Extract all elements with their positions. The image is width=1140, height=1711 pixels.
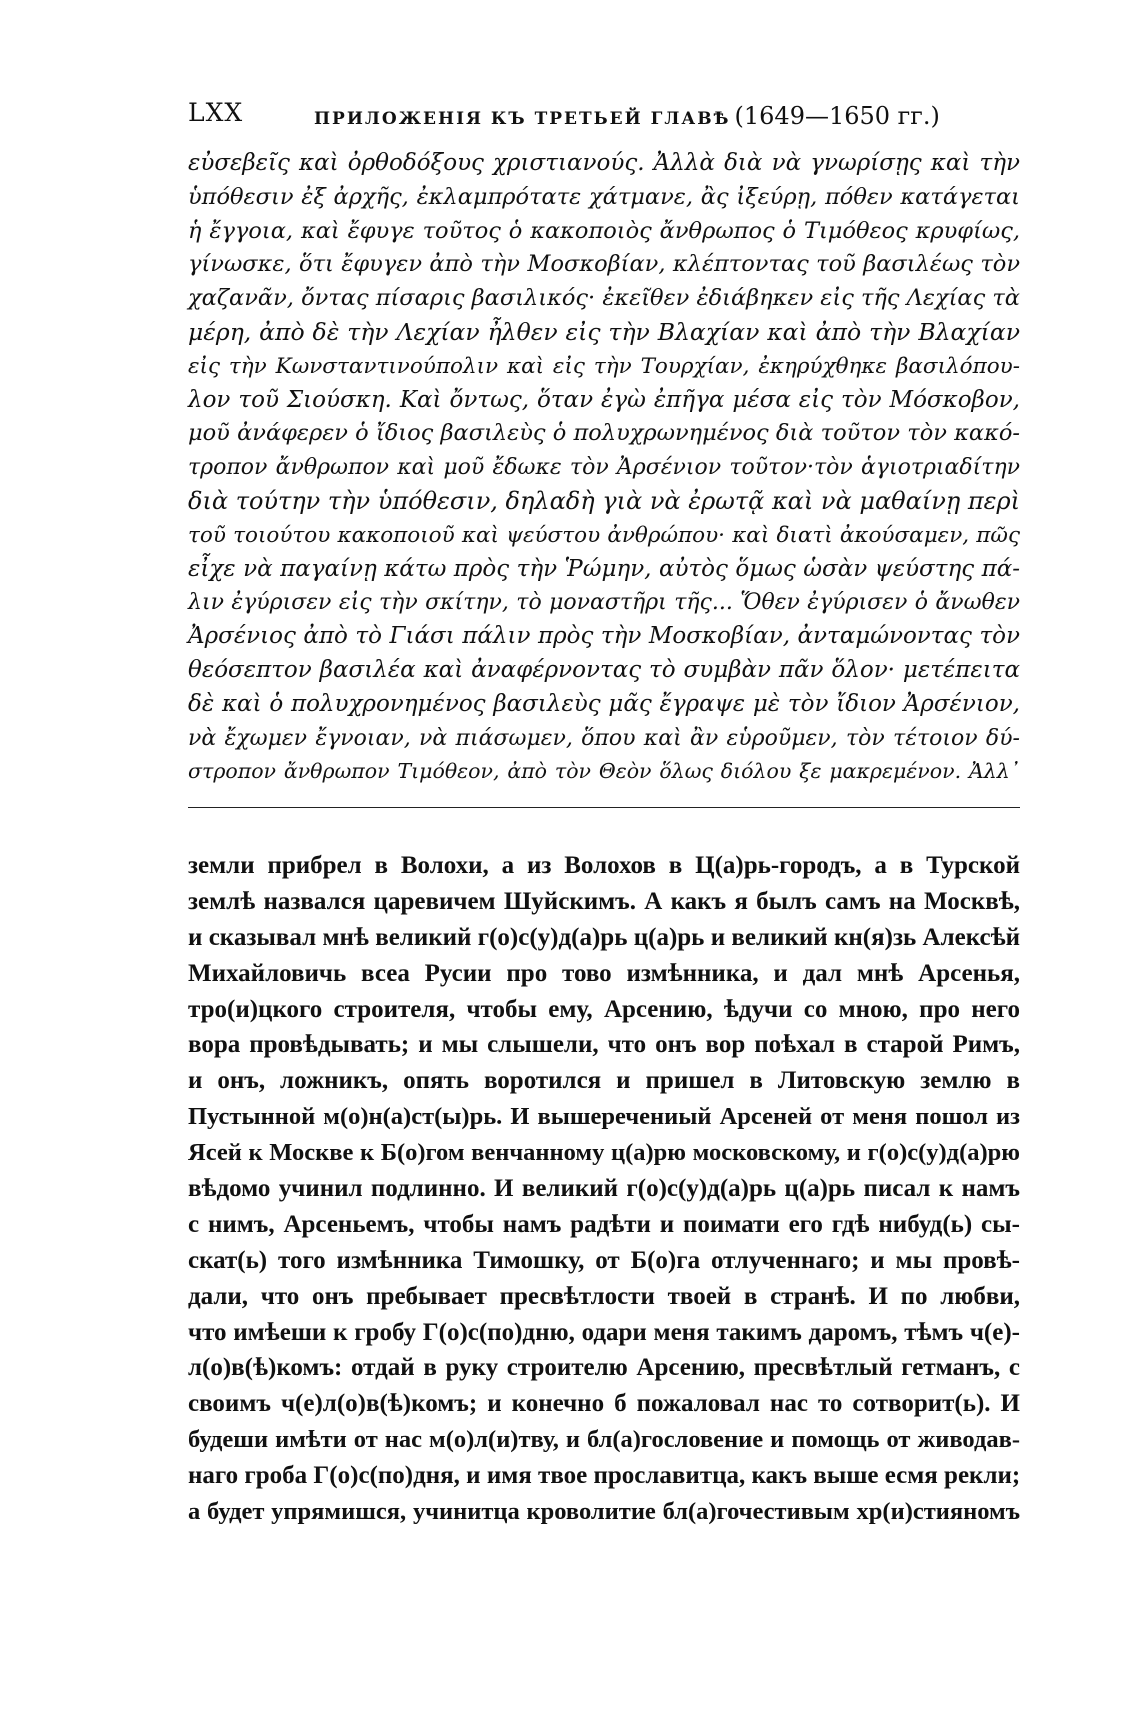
greek-line: Ἀρσένιος ἀπὸ τὸ Γιάσι πάλιν πρὸς τὴν Μοσκοβίαν, ἀνταμώνοντας τὸν [188, 623, 1020, 650]
russian-line: вѣдомо учинил подлинно. И великий г(о)с(у)д(а)рь ц(а)рь писал к намъ [188, 1175, 1020, 1203]
russian-line: что имѣеши к гробу Г(о)с(по)дню, одари меня такимъ даромъ, тѣмъ ч(е)- [188, 1318, 1020, 1346]
russian-line: Михайловичь всеа Русии про тово измѣнника, и дал мнѣ Арсенья, [188, 959, 1020, 987]
russian-line: л(о)в(ѣ)комъ: отдай в руку строителю Арсению, пресвѣтлый гетманъ, с [188, 1354, 1020, 1382]
running-title: ПРИЛОЖЕНІЯ КЪ ТРЕТЬЕЙ ГЛАВѢ [314, 109, 731, 129]
greek-line: στροπον ἄνθρωπον Τιμόθεον, ἀπὸ τὸν Θεὸν ὅλως διόλου ξε μακρεμένον. Ἀλλ᾽ [188, 759, 1020, 784]
running-head [314, 102, 940, 130]
russian-line: а будет упрямишся, учинитца кроволитие бл(а)гочестивым хр(и)стияномъ [188, 1498, 1020, 1526]
russian-line: тро(и)цкого строителя, чтобы ему, Арсению, ѣдучи со мною, про него [188, 995, 1020, 1023]
russian-line: своимъ ч(е)л(о)в(ѣ)комъ; и конечно б пожаловал нас то сотворит(ь). И [188, 1390, 1020, 1418]
russian-line: дали, что онъ пребывает пресвѣтлости твоей в странѣ. И по любви, [188, 1282, 1020, 1310]
greek-line: χαζανᾶν, ὄντας πίσαρις βασιλικός· ἐκεῖθεν ἐδιάβηκεν εἰς τῆς Λεχίας τὰ [188, 285, 1020, 312]
russian-line: наго гроба Г(о)с(по)дня, и имя твое прославитца, какъ выше есмя рекли; [188, 1462, 1021, 1490]
greek-line: δὲ καὶ ὁ πολυχρονημένος βασιλεὺς μᾶς ἔγραψε μὲ τὸν ἴδιον Ἀρσένιον, [188, 690, 1020, 717]
russian-line: скат(ь) того измѣнника Тимошку, от Б(о)га отлученнаго; и мы провѣ- [188, 1246, 1020, 1274]
greek-line: τροπον ἄνθρωπον καὶ μοῦ ἔδωκε τὸν Ἀρσένιον τοῦτον·τὸν ἁγιοτριαδίτην [188, 455, 1020, 481]
greek-line: λον τοῦ Σιούσκη. Καὶ ὄντως, ὅταν ἐγὼ ἐπῆγα μέσα εἰς τὸν Μόσκοβον, [188, 386, 1020, 413]
greek-line: μέρη, ἀπὸ δὲ τὴν Λεχίαν ἦλθεν εἰς τὴν Βλαχίαν καὶ ἀπὸ τὴν Βλαχίαν [188, 317, 1020, 346]
greek-line: θεόσεπτον βασιλέα καὶ ἀναφέρνοντας τὸ συμβὰν πᾶν ὅλον· μετέπειτα [188, 656, 1020, 683]
page-number: LXX [188, 98, 244, 127]
running-years: (1649—1650 гг.) [734, 102, 940, 130]
russian-line: Ясей к Москве к Б(о)гом венчанному ц(а)рю московскому, и г(о)с(у)д(а)рю [188, 1139, 1020, 1167]
greek-line: μοῦ ἀνάφερεν ὁ ἴδιος βασιλεὺς ὁ πολυχρωνημένος διὰ τοῦτον τὸν κακό- [188, 420, 1020, 447]
greek-text-block [188, 147, 1020, 789]
russian-line: землѣ назвался царевичем Шуйскимъ. А какъ я былъ самъ на Москвѣ, [188, 887, 1020, 915]
greek-line: εὐσεβεῖς καὶ ὀρθοδόξους χριστιανούς. Ἀλλὰ διὰ νὰ γνωρίσῃς καὶ τὴν [188, 150, 1020, 176]
greek-line: ἡ ἔγγοια, καὶ ἔφυγε τοῦτος ὁ κακοποιὸς ἄνθρωπος ὁ Τιμόθεος κρυφίως, [188, 217, 1020, 244]
greek-line: νὰ ἔχωμεν ἔγνοιαν, νὰ πιάσωμεν, ὅπου καὶ ἂν εὑροῦμεν, τὸν τέτοιον δύ- [188, 725, 1020, 751]
page-header [188, 98, 940, 134]
russian-line: и сказывал мнѣ великий г(о)с(у)д(а)рь ц(а)рь и великий кн(я)зь Алексѣй [188, 923, 1020, 951]
greek-line: διὰ τούτην τὴν ὑπόθεσιν, δηλαδὴ γιὰ νὰ ἐρωτᾷ καὶ νὰ μαθαίνῃ περὶ [188, 486, 1020, 515]
russian-line: будеши имѣти от нас м(о)л(и)тву, и бл(а)гословение и помощь от живодав- [188, 1426, 1020, 1454]
section-separator [188, 807, 1020, 808]
greek-line: γίνωσκε, ὅτι ἔφυγεν ἀπὸ τὴν Μοσκοβίαν, κλέπτοντας τοῦ βασιλέως τὸν [188, 251, 1020, 278]
russian-line: Пустынной м(о)н(а)ст(ы)рь. И вышеречениый Арсеней от меня пошол из [188, 1103, 1020, 1131]
greek-line: ὑπόθεσιν ἐξ ἀρχῆς, ἐκλαμπρότατε χάτμανε, ἂς ἰξεύρῃ, πόθεν κατάγεται [188, 183, 1020, 210]
greek-line: τοῦ τοιούτου κακοποιοῦ καὶ ψεύστου ἀνθρώπου· καὶ διατὶ ἀκούσαμεν, πῶς [188, 522, 1020, 548]
russian-text-block [188, 848, 1020, 1530]
russian-line: вора провѣдывать; и мы слышели, что онъ вор поѣхал в старой Римъ, [188, 1031, 1020, 1059]
russian-line: с нимъ, Арсеньемъ, чтобы намъ радѣти и поимати его гдѣ нибуд(ь) сы- [188, 1210, 1020, 1238]
greek-line: εἰς τὴν Κωνσταντινούπολιν καὶ εἰς τὴν Τουρχίαν, ἐκηρύχθηκε βασιλόπου- [188, 353, 1020, 379]
greek-line: εἶχε νὰ παγαίνῃ κάτω πρὸς τὴν Ῥώμην, αὐτὸς ὅμως ὡσὰν ψεύστης πά- [188, 555, 1020, 582]
russian-line: и онъ, ложникъ, опять воротился и пришел в Литовскую землю в [188, 1067, 1020, 1095]
greek-line: λιν ἐγύρισεν εἰς τὴν σκίτην, τὸ μοναστῆρι τῆς... Ὅθεν ἐγύρισεν ὁ ἄνωθεν [188, 590, 1020, 616]
russian-line: земли прибрел в Волохи, а из Волохов в Ц(а)рь-городъ, а в Турской [188, 852, 1020, 879]
